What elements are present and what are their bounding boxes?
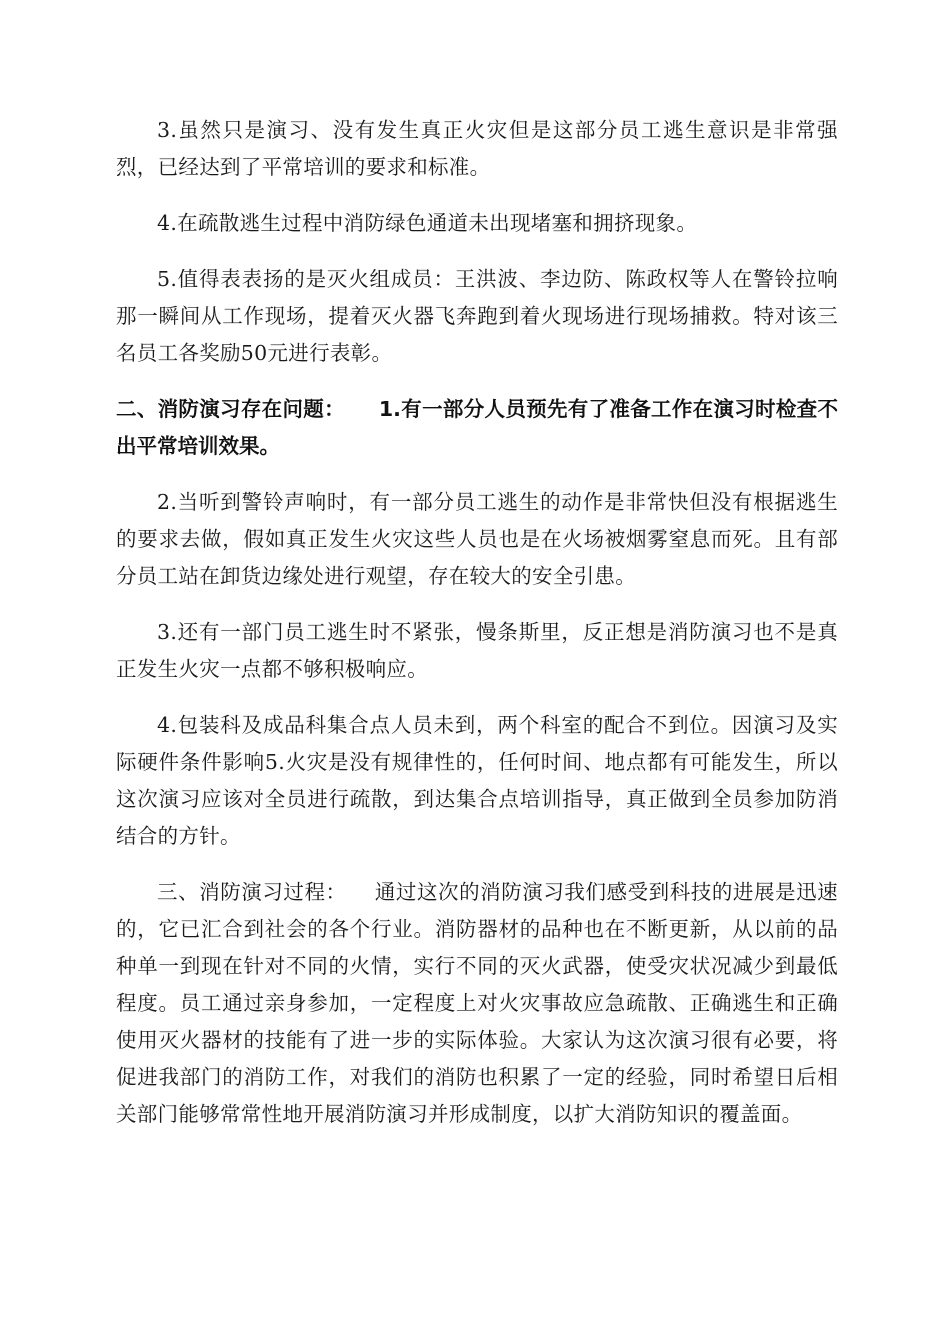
document-page: [116, 112, 838, 1152]
section-3-paragraph: [116, 874, 838, 1133]
section-3-title: 三、消防演习过程：: [157, 880, 347, 904]
paragraph-point-5: 5.值得表表扬的是灭火组成员：王洪波、李边防、陈政权等人在警铃拉响那一瞬间从工作现场，提着灭火器飞奔跑到着火现场进行现场捕救。特对该三名员工各奖励50元进行表彰。: [116, 267, 838, 365]
paragraph-problem-3: 3.还有一部门员工逃生时不紧张，慢条斯里，反正想是消防演习也不是真正发生火灾一点都不够积极响应。: [116, 620, 838, 681]
paragraph-point-3: 3.虽然只是演习、没有发生真正火灾但是这部分员工逃生意识是非常强烈，已经达到了平常培训的要求和标准。: [116, 118, 838, 179]
paragraph-problem-2: 2.当听到警铃声响时，有一部分员工逃生的动作是非常快但没有根据逃生的要求去做，假如真正发生火灾这些人员也是在火场被烟雾窒息而死。且有部分员工站在卸货边缘处进行观望，存在较大的安全引患。: [116, 490, 838, 588]
paragraph-point-4: 4.在疏散逃生过程中消防绿色通道未出现堵塞和拥挤现象。: [157, 211, 698, 235]
section-2-title: 二、消防演习存在问题：: [116, 397, 345, 421]
section-2-heading: [116, 391, 838, 465]
paragraph-problem-4: 4.包装科及成品科集合点人员未到，两个科室的配合不到位。因演习及实际硬件条件影响5.火灾是没有规律性的，任何时间、地点都有可能发生，所以这次演习应该对全员进行疏散，到达集合点培训指导，真正做到全员参加防消结合的方针。: [116, 713, 838, 848]
section-2-first-point: 1.有一部分人员预先有了准备工作在演习时检查不出平常培训效果。: [116, 397, 838, 458]
section-3-body: 通过这次的消防演习我们感受到科技的进展是迅速的，它已汇合到社会的各个行业。消防器材的品种也在不断更新，从以前的品种单一到现在针对不同的火情，实行不同的灭火武器，使受灾状况减少到最低程度。员工通过亲身参加，一定程度上对火灾事故应急疏散、正确逃生和正确使用灭火器材的技能有了进一步的实际体验。大家认为这次演习很有必要，将促进我部门的消防工作，对我们的消防也积累了一定的经验，同时希望日后相关部门能够常常性地开展消防演习并形成制度，以扩大消防知识的覆盖面。: [116, 880, 838, 1126]
